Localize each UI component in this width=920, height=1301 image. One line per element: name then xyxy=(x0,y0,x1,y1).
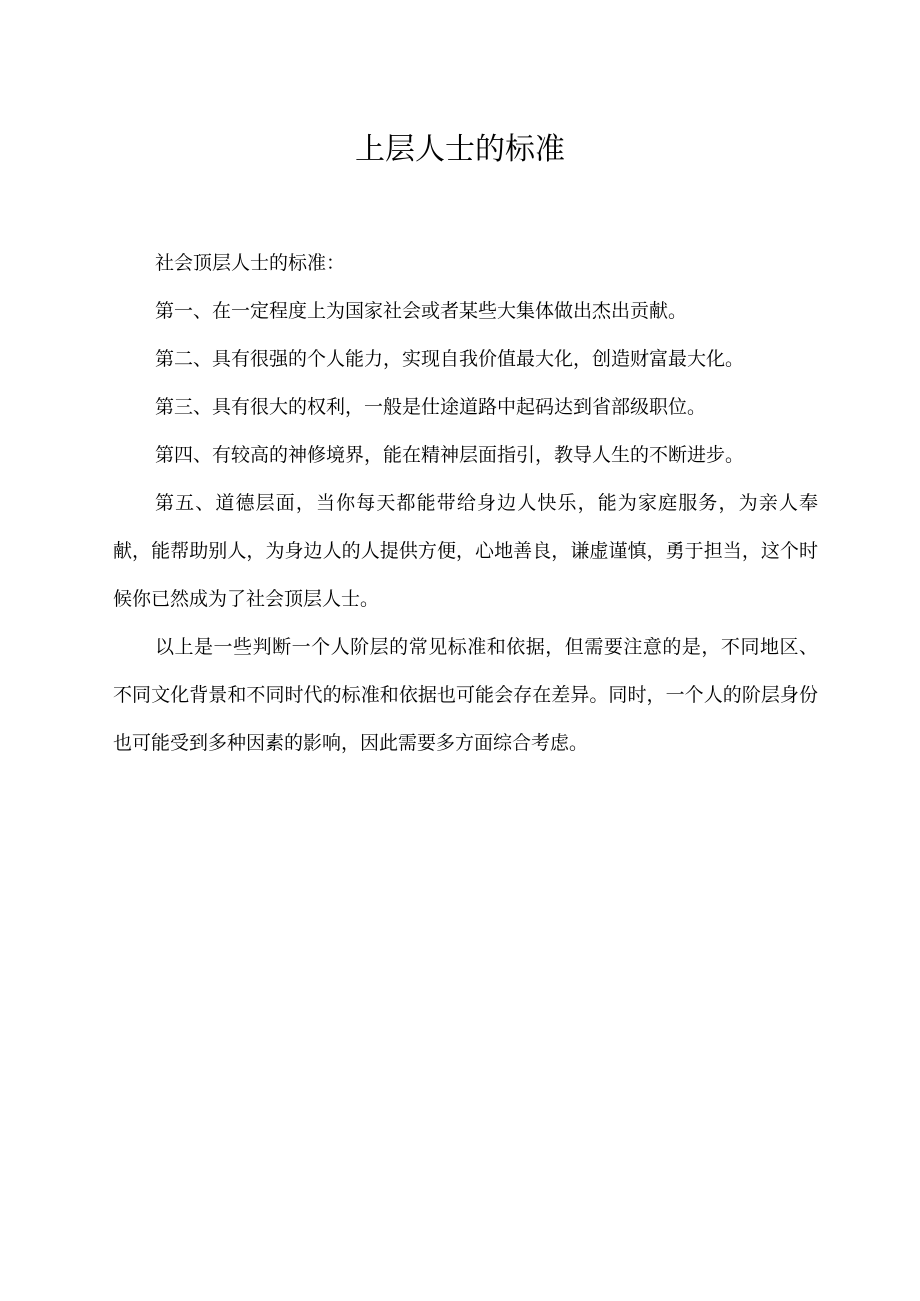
intro-paragraph: 社会顶层人士的标准： xyxy=(155,252,346,274)
document-body xyxy=(113,239,818,767)
criterion-5-paragraph: 第五、道德层面，当你每天都能带给身边人快乐，能为家庭服务，为亲人奉献，能帮助别人，为身边人的人提供方便，心地善良，谦虚谨慎，勇于担当，这个时候你已然成为了社会顶层人士。 xyxy=(113,492,818,610)
criterion-1-paragraph: 第一、在一定程度上为国家社会或者某些大集体做出杰出贡献。 xyxy=(155,300,688,322)
criterion-4-paragraph: 第四、有较高的神修境界，能在精神层面指引，教导人生的不断进步。 xyxy=(155,444,745,466)
conclusion-paragraph: 以上是一些判断一个人阶层的常见标准和依据，但需要注意的是，不同地区、不同文化背景和不同时代的标准和依据也可能会存在差异。同时，一个人的阶层身份也可能受到多种因素的影响，因此需要多方面综合考虑。 xyxy=(113,636,818,754)
document-title: 上层人士的标准 xyxy=(355,132,565,167)
criterion-3-paragraph: 第三、具有很大的权利，一般是仕途道路中起码达到省部级职位。 xyxy=(155,396,707,418)
criterion-2-paragraph: 第二、具有很强的个人能力，实现自我价值最大化，创造财富最大化。 xyxy=(155,348,745,370)
